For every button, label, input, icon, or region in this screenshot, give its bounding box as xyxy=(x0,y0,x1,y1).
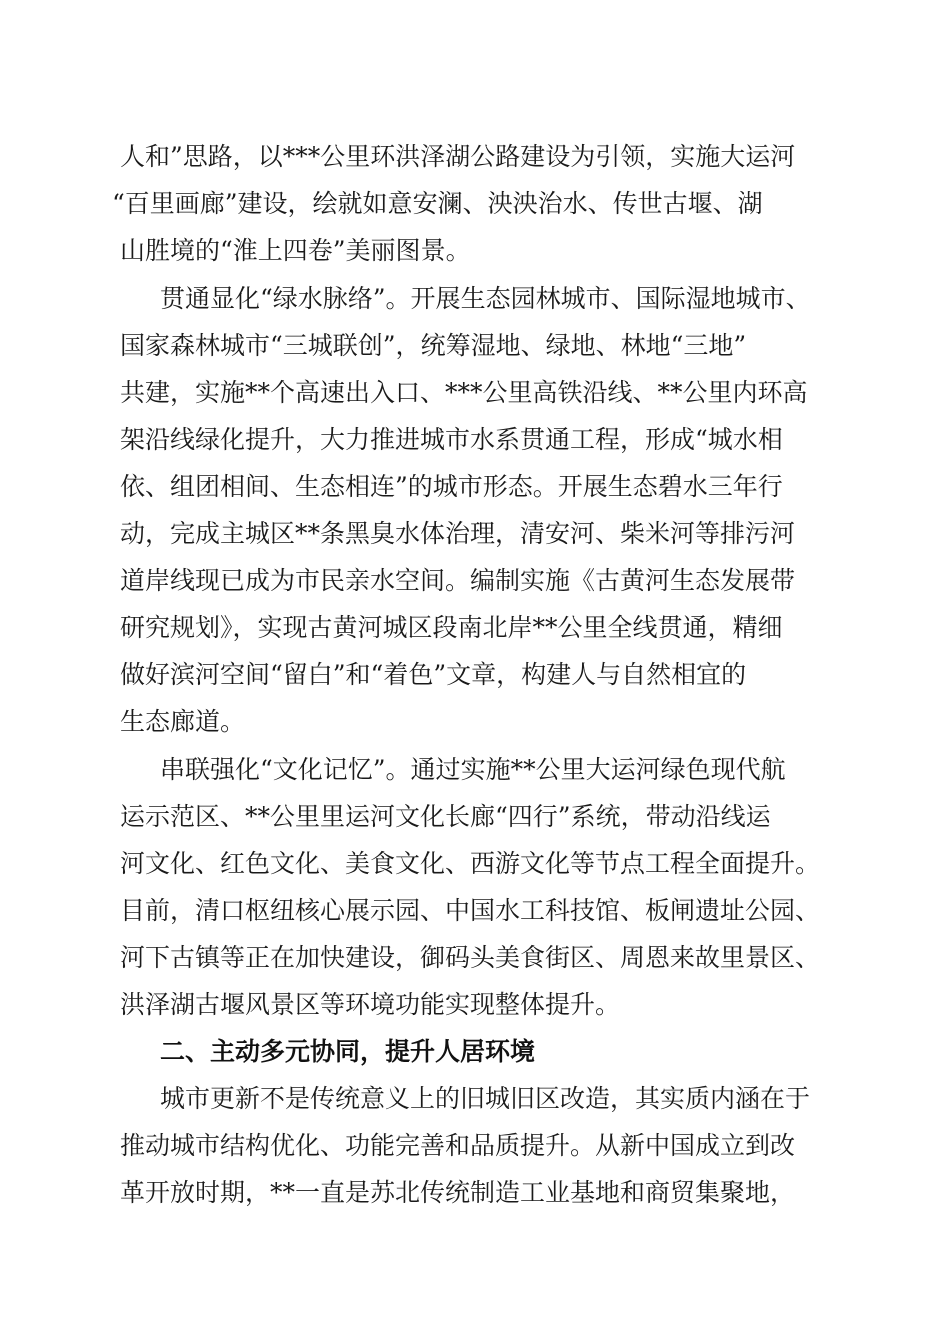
paragraph-first-line: 城市更新不是传统意义上的旧城旧区改造，其实质内涵在于 xyxy=(160,1084,811,1113)
text-line: 动，完成主城区**条黑臭水体治理，清安河、柴米河等排污河 xyxy=(120,519,796,548)
text-line: 国家森林城市“三城联创”，统筹湿地、绿地、林地“三地” xyxy=(120,331,747,360)
text-line: 革开放时期，**一直是苏北传统制造工业基地和商贸集聚地， xyxy=(120,1178,796,1207)
text-line: 道岸线现已成为市民亲水空间。编制实施《古黄河生态发展带 xyxy=(120,566,796,595)
text-line: 洪泽湖古堰风景区等环境功能实现整体提升。 xyxy=(120,990,621,1019)
text-line: 河下古镇等正在加快建设，御码头美食街区、周恩来故里景区、 xyxy=(120,943,821,972)
text-line: 依、组团相间、生态相连”的城市形态。开展生态碧水三年行 xyxy=(120,472,783,501)
text-line: 目前，清口枢纽核心展示园、中国水工科技馆、板闸遗址公园、 xyxy=(120,896,821,925)
text-line: 人和”思路，以***公里环洪泽湖公路建设为引领，实施大运河 xyxy=(120,142,796,171)
text-line: 研究规划》，实现古黄河城区段南北岸**公里全线贯通，精细 xyxy=(120,613,783,642)
section-heading: 二、主动多元协同，提升人居环境 xyxy=(160,1037,536,1066)
text-line: 河文化、红色文化、美食文化、西游文化等节点工程全面提升。 xyxy=(120,849,821,878)
text-line: 运示范区、**公里里运河文化长廊“四行”系统，带动沿线运 xyxy=(120,802,771,831)
text-line: 山胜境的“淮上四卷”美丽图景。 xyxy=(120,236,471,265)
text-line: 做好滨河空间“留白”和“着色”文章，构建人与自然相宜的 xyxy=(120,660,747,689)
text-line: “百里画廊”建设，绘就如意安澜、泱泱治水、传世古堰、湖 xyxy=(112,189,763,218)
text-line: 架沿线绿化提升，大力推进城市水系贯通工程，形成“城水相 xyxy=(120,425,783,454)
text-line: 推动城市结构优化、功能完善和品质提升。从新中国成立到改 xyxy=(120,1131,796,1160)
paragraph-first-line: 贯通显化“绿水脉络”。开展生态园林城市、国际湿地城市、 xyxy=(160,284,811,313)
paragraph-first-line: 串联强化“文化记忆”。通过实施**公里大运河绿色现代航 xyxy=(160,755,786,784)
text-line: 共建，实施**个高速出入口、***公里高铁沿线、**公里内环高 xyxy=(120,378,808,407)
text-line: 生态廊道。 xyxy=(120,707,246,736)
